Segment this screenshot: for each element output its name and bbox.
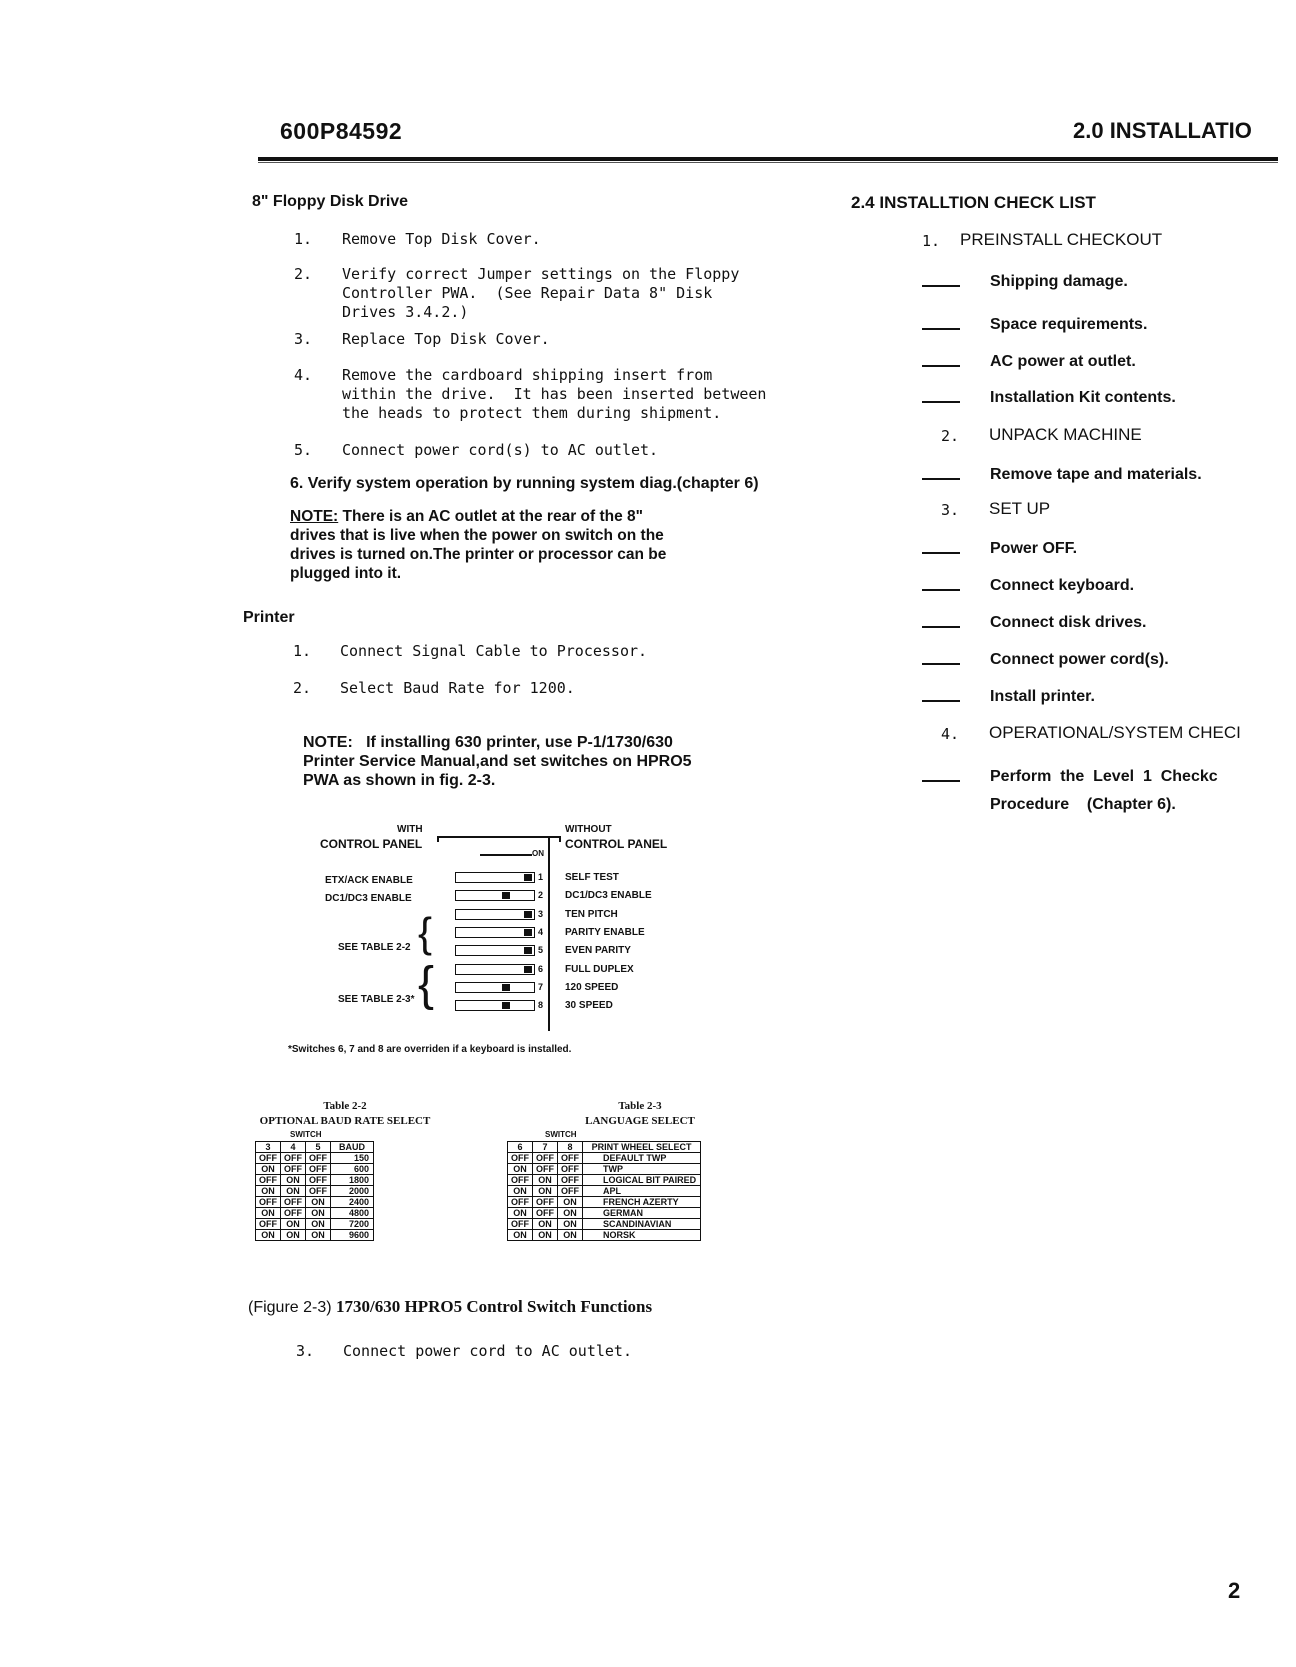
checklist-item: Installation Kit contents.: [990, 389, 1176, 406]
checklist-section-number: 4.: [941, 725, 960, 743]
table-cell: NORSK: [583, 1230, 701, 1241]
page-number: 2: [1228, 1578, 1241, 1603]
table-cell: LOGICAL BIT PAIRED: [583, 1175, 701, 1186]
checklist-item: Shipping damage.: [990, 273, 1128, 290]
floppy-step-6: 6. Verify system operation by running system diag.(chapter 6): [290, 475, 759, 492]
dip-switch: [455, 872, 535, 883]
note-label: NOTE:: [290, 508, 339, 525]
switch-number: 3: [538, 908, 544, 919]
checklist-section-title: UNPACK MACHINE: [989, 425, 1142, 444]
table-row: [256, 1230, 374, 1241]
left-label-etx: ETX/ACK ENABLE: [325, 875, 413, 886]
switch-on-knob: [524, 874, 532, 881]
note-text: There is an AC outlet at the rear of the 8" drives that is live when the power on switch on the drives is turned on.The printer or processor can be plugged into it.: [290, 508, 667, 582]
language-table: [507, 1141, 701, 1241]
checkbox-blank: [922, 700, 960, 702]
checklist-item: Connect disk drives.: [990, 614, 1147, 631]
table-row: [256, 1186, 374, 1197]
brace-icon: {: [418, 909, 433, 956]
switch-divider: [548, 836, 550, 1031]
table-cell: APL: [583, 1186, 701, 1197]
table-cell: ON: [533, 1175, 558, 1186]
baud-rate-table: [255, 1141, 374, 1241]
right-header-1: WITHOUT: [565, 824, 612, 835]
step-text: Verify correct Jumper settings on the Floppy Controller PWA. (See Repair Data 8" Disk Drives 3.4.2.): [342, 265, 740, 321]
table-cell: ON: [508, 1208, 533, 1219]
table-cell: OFF: [306, 1175, 331, 1186]
switch-on-knob: [524, 947, 532, 954]
checkbox-blank: [922, 328, 960, 330]
table-cell: 4800: [331, 1208, 374, 1219]
table-cell: OFF: [558, 1186, 583, 1197]
left-label-table23: SEE TABLE 2-3*: [338, 994, 415, 1005]
table-row: [508, 1186, 701, 1197]
table-cell: 2000: [331, 1186, 374, 1197]
table-cell: 150: [331, 1153, 374, 1164]
switch-label: EVEN PARITY: [565, 945, 631, 957]
table-row: [508, 1164, 701, 1175]
table-cell: OFF: [306, 1153, 331, 1164]
table-header-cell: PRINT WHEEL SELECT: [583, 1142, 701, 1153]
switch-number: 1: [538, 872, 544, 882]
table-cell: OFF: [533, 1197, 558, 1208]
table-cell: ON: [558, 1197, 583, 1208]
checklist-item: Perform the Level 1 Checkc Procedure (Chapter 6).: [990, 768, 1218, 813]
table-cell: OFF: [281, 1153, 306, 1164]
table-cell: OFF: [256, 1219, 281, 1230]
checklist-item: Remove tape and materials.: [990, 466, 1202, 483]
table-row: [256, 1208, 374, 1219]
table-row: [256, 1197, 374, 1208]
step-number: 5.: [294, 441, 313, 459]
table-cell: ON: [281, 1219, 306, 1230]
checklist-title: 2.4 INSTALLTION CHECK LIST: [851, 193, 1096, 212]
step-number: 1.: [294, 230, 313, 248]
floppy-note: [290, 507, 666, 583]
table-cell: ON: [306, 1230, 331, 1241]
step-text: Connect Signal Cable to Processor.: [340, 642, 648, 660]
table-cell: OFF: [533, 1164, 558, 1175]
switch-number: 7: [538, 981, 544, 992]
checklist-section-number: 1.: [922, 232, 941, 250]
section-heading: 2.0 INSTALLATIO: [1073, 118, 1252, 143]
table-header-cell: BAUD: [331, 1142, 374, 1153]
table-row: [256, 1164, 374, 1175]
table-cell: OFF: [281, 1208, 306, 1219]
switch-label: FULL DUPLEX: [565, 963, 634, 975]
table22-title: Table 2-2: [323, 1100, 367, 1112]
left-header-2: CONTROL PANEL: [320, 837, 423, 851]
table22-switch-label: SWITCH: [290, 1130, 322, 1139]
table-cell: OFF: [306, 1164, 331, 1175]
table23-subtitle: LANGUAGE SELECT: [585, 1115, 695, 1127]
switch-label: SELF TEST: [565, 872, 619, 883]
table-header-row: [508, 1142, 701, 1153]
switch-on-knob: [524, 929, 532, 936]
dip-switch: [455, 909, 535, 920]
switch-diagram: [300, 822, 740, 1032]
header-rule-thin: [258, 162, 1278, 163]
checklist-item: Install printer.: [990, 688, 1095, 705]
table-cell: TWP: [583, 1164, 701, 1175]
table-cell: GERMAN: [583, 1208, 701, 1219]
dip-switch: [455, 1000, 535, 1011]
table-cell: OFF: [256, 1153, 281, 1164]
table-cell: OFF: [533, 1208, 558, 1219]
table-cell: OFF: [281, 1164, 306, 1175]
checklist-item: Connect keyboard.: [990, 577, 1135, 594]
checklist-section-number: 2.: [941, 427, 960, 445]
checklist-section-number: 3.: [941, 501, 960, 519]
table-cell: OFF: [558, 1153, 583, 1164]
switch-label: 120 SPEED: [565, 981, 619, 993]
table-cell: OFF: [508, 1153, 533, 1164]
floppy-title: 8" Floppy Disk Drive: [252, 193, 409, 210]
switch-number: 2: [538, 890, 544, 901]
left-label-table22: SEE TABLE 2-2: [338, 942, 411, 953]
table-cell: ON: [533, 1186, 558, 1197]
checkbox-blank: [922, 589, 960, 591]
table-cell: ON: [508, 1186, 533, 1197]
table-row: [508, 1153, 701, 1164]
switch-number: 5: [538, 945, 544, 956]
checklist-item: AC power at outlet.: [990, 353, 1136, 370]
step-number: 2.: [294, 265, 313, 283]
table-cell: ON: [558, 1230, 583, 1241]
step-number: 4.: [294, 366, 313, 384]
checkbox-blank: [922, 401, 960, 403]
switch-on-knob: [524, 966, 532, 973]
table-cell: ON: [558, 1208, 583, 1219]
checkbox-blank: [922, 663, 960, 665]
table-cell: ON: [533, 1230, 558, 1241]
left-label-dc1: DC1/DC3 ENABLE: [325, 893, 412, 904]
step-number: 2.: [293, 679, 312, 697]
table-header-cell: 4: [281, 1142, 306, 1153]
table-row: [508, 1197, 701, 1208]
dip-switch: [455, 964, 535, 975]
table-header-cell: 8: [558, 1142, 583, 1153]
brace-icon: {: [418, 958, 435, 1011]
checklist-item: Connect power cord(s).: [990, 651, 1169, 668]
printer-note: NOTE: If installing 630 printer, use P-1/1730/630 Printer Service Manual,and set switches on HPRO5 PWA as shown in fig. 2-3.: [303, 734, 692, 789]
document-number: 600P84592: [280, 118, 403, 144]
checkbox-blank: [922, 365, 960, 367]
table-cell: ON: [533, 1219, 558, 1230]
checklist-item: Space requirements.: [990, 316, 1148, 333]
checklist-section-title: SET UP: [989, 499, 1051, 518]
table-cell: 2400: [331, 1197, 374, 1208]
checkbox-blank: [922, 552, 960, 554]
checklist-item: Power OFF.: [990, 540, 1078, 557]
switch-off-knob: [502, 892, 510, 899]
table-cell: OFF: [508, 1175, 533, 1186]
switch-label: DC1/DC3 ENABLE: [565, 890, 652, 902]
dip-switch: [455, 945, 535, 956]
checklist-section-title: OPERATIONAL/SYSTEM CHECI: [989, 723, 1241, 742]
table-cell: 9600: [331, 1230, 374, 1241]
dip-switch: [455, 890, 535, 901]
switch-number: 4: [538, 926, 544, 937]
table-cell: OFF: [508, 1219, 533, 1230]
step-text: Select Baud Rate for 1200.: [340, 679, 575, 697]
table-cell: DEFAULT TWP: [583, 1153, 701, 1164]
table-cell: ON: [256, 1186, 281, 1197]
table-cell: ON: [306, 1197, 331, 1208]
table-cell: ON: [508, 1230, 533, 1241]
printer-step-3-text: Connect power cord to AC outlet.: [343, 1342, 632, 1360]
table-header-cell: 3: [256, 1142, 281, 1153]
checkbox-blank: [922, 285, 960, 287]
switch-off-knob: [502, 984, 510, 991]
step-text: Remove Top Disk Cover.: [342, 230, 541, 248]
switch-label: PARITY ENABLE: [565, 926, 645, 938]
table-cell: ON: [281, 1230, 306, 1241]
table-cell: ON: [256, 1164, 281, 1175]
table-cell: OFF: [256, 1197, 281, 1208]
printer-title: Printer: [243, 609, 295, 626]
table-header-row: [256, 1142, 374, 1153]
right-header-2: CONTROL PANEL: [565, 837, 668, 851]
table-cell: OFF: [306, 1186, 331, 1197]
table-cell: OFF: [533, 1153, 558, 1164]
table-cell: ON: [306, 1219, 331, 1230]
table-row: [256, 1219, 374, 1230]
switch-on-knob: [524, 911, 532, 918]
switch-off-knob: [502, 1002, 510, 1009]
table-cell: ON: [281, 1186, 306, 1197]
switch-number: 6: [538, 963, 544, 974]
table22-subtitle: OPTIONAL BAUD RATE SELECT: [259, 1115, 431, 1127]
table-header-cell: 5: [306, 1142, 331, 1153]
table-cell: OFF: [281, 1197, 306, 1208]
table-row: [256, 1175, 374, 1186]
on-label: ON: [532, 849, 544, 858]
printer-step-3-num: 3.: [296, 1342, 315, 1360]
checkbox-blank: [922, 478, 960, 480]
table-cell: 7200: [331, 1219, 374, 1230]
table23-switch-label: SWITCH: [545, 1130, 577, 1139]
table-row: [508, 1208, 701, 1219]
table-cell: ON: [256, 1208, 281, 1219]
table-header-cell: 7: [533, 1142, 558, 1153]
table-row: [508, 1175, 701, 1186]
step-text: Replace Top Disk Cover.: [342, 330, 550, 348]
table-cell: ON: [306, 1208, 331, 1219]
switch-frame-top: [437, 836, 561, 842]
figure-caption: [248, 1297, 652, 1317]
table-cell: OFF: [558, 1164, 583, 1175]
table-row: [508, 1230, 701, 1241]
checklist-section-title: PREINSTALL CHECKOUT: [960, 230, 1163, 249]
header-rule: [258, 157, 1278, 161]
on-arrow-icon: [480, 854, 532, 856]
checkbox-blank: [922, 780, 960, 782]
left-header-1: WITH: [397, 824, 423, 835]
table-cell: ON: [558, 1219, 583, 1230]
figure-caption-prefix: (Figure 2-3): [248, 1299, 332, 1316]
table23-title: Table 2-3: [618, 1100, 662, 1112]
dip-switch: [455, 982, 535, 993]
table-cell: SCANDINAVIAN: [583, 1219, 701, 1230]
step-number: 1.: [293, 642, 312, 660]
step-text: Remove the cardboard shipping insert from within the drive. It has been inserted between the heads to protect them during shipment.: [342, 366, 767, 422]
switch-label: TEN PITCH: [565, 908, 618, 920]
table-cell: ON: [508, 1164, 533, 1175]
switch-number: 8: [538, 1000, 544, 1011]
table-cell: OFF: [558, 1175, 583, 1186]
switch-label: 30 SPEED: [565, 1000, 613, 1012]
checkbox-blank: [922, 626, 960, 628]
dip-switch: [455, 927, 535, 938]
table-cell: 1800: [331, 1175, 374, 1186]
table-cell: OFF: [508, 1197, 533, 1208]
table-row: [508, 1219, 701, 1230]
table-cell: OFF: [256, 1175, 281, 1186]
table-cell: 600: [331, 1164, 374, 1175]
table-cell: ON: [281, 1175, 306, 1186]
table-cell: ON: [256, 1230, 281, 1241]
figure-caption-title: 1730/630 HPRO5 Control Switch Functions: [336, 1297, 653, 1316]
table-cell: FRENCH AZERTY: [583, 1197, 701, 1208]
table-row: [256, 1153, 374, 1164]
step-number: 3.: [294, 330, 313, 348]
switch-footnote: *Switches 6, 7 and 8 are overriden if a keyboard is installed.: [288, 1044, 572, 1055]
step-text: Connect power cord(s) to AC outlet.: [342, 441, 659, 459]
table-header-cell: 6: [508, 1142, 533, 1153]
